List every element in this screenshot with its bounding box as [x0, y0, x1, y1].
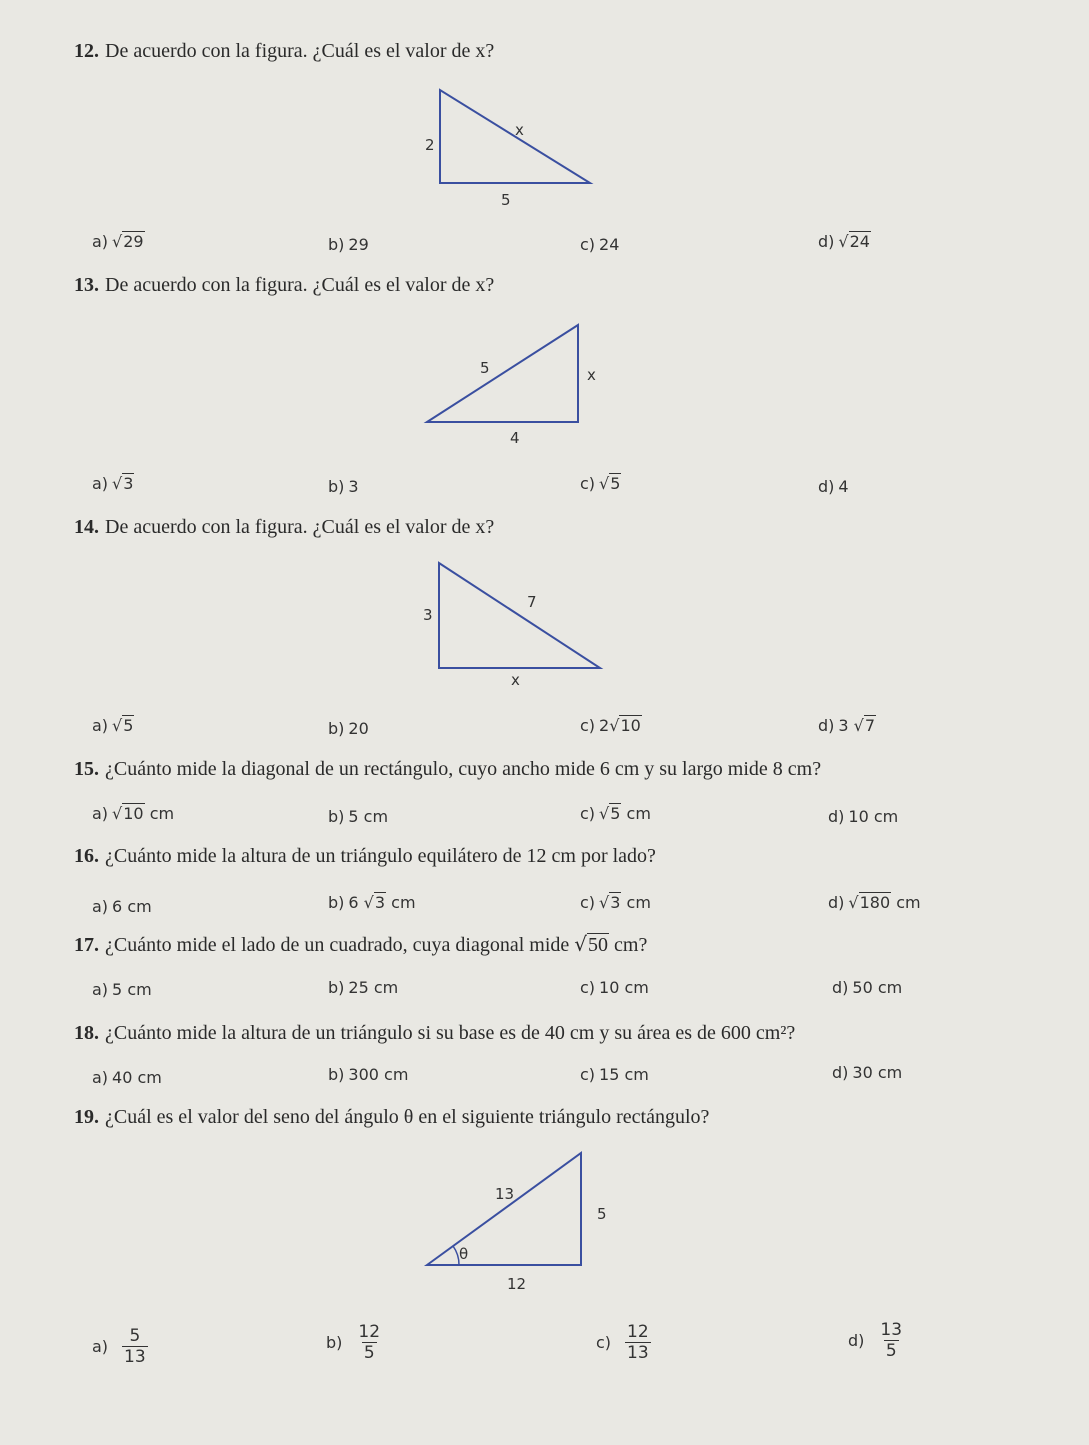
- side-label: 2: [425, 136, 435, 154]
- option-a[interactable]: a) 40 cm: [92, 1068, 162, 1087]
- hypotenuse-label: 5: [480, 359, 490, 377]
- question-text: De acuerdo con la figura. ¿Cuál es el valor de x?: [105, 40, 495, 62]
- question-19: 19. ¿Cuál es el valor del seno del ángulo θ en el siguiente triángulo rectángulo?: [74, 1106, 710, 1128]
- triangle-figure-12: [415, 80, 615, 210]
- side-label: 5: [597, 1205, 607, 1223]
- option-c[interactable]: c) √5 cm: [580, 804, 651, 823]
- triangle-figure-13: [415, 310, 615, 450]
- triangle-figure-14: [415, 555, 615, 695]
- option-a[interactable]: a) √5: [92, 716, 134, 735]
- option-b[interactable]: b) 300 cm: [328, 1065, 409, 1084]
- question-14: 14. De acuerdo con la figura. ¿Cuál es el valor de x?: [74, 516, 495, 538]
- option-c[interactable]: c) 2√10: [580, 716, 641, 735]
- option-b[interactable]: b) 29: [328, 235, 369, 254]
- option-d[interactable]: d) 3 √7: [818, 716, 876, 735]
- option-c[interactable]: c) 15 cm: [580, 1065, 649, 1084]
- triangle-shape: [439, 563, 600, 668]
- base-label: 4: [510, 429, 520, 447]
- option-b[interactable]: b) 6 √3 cm: [328, 893, 416, 912]
- diagonal-radical: √50: [574, 932, 609, 956]
- triangle-shape: [427, 325, 578, 422]
- side-label: x: [587, 366, 596, 384]
- option-c[interactable]: c) √5: [580, 474, 621, 493]
- option-a[interactable]: a) √3: [92, 474, 134, 493]
- option-d[interactable]: d) 50 cm: [832, 978, 903, 997]
- triangle-shape: [427, 1153, 581, 1265]
- option-b[interactable]: b) 25 cm: [328, 978, 399, 997]
- option-a[interactable]: a) 6 cm: [92, 897, 152, 916]
- question-18: 18. ¿Cuánto mide la altura de un triángulo si su base es de 40 cm y su área es de 600 cm²?: [74, 1022, 796, 1044]
- base-label: x: [511, 671, 520, 689]
- option-d[interactable]: d) 10 cm: [828, 807, 899, 826]
- hypotenuse-label: x: [515, 121, 524, 139]
- option-d[interactable]: d) 30 cm: [832, 1063, 903, 1082]
- angle-label: θ: [459, 1245, 469, 1263]
- question-16: 16. ¿Cuánto mide la altura de un triángulo equilátero de 12 cm por lado?: [74, 845, 656, 867]
- hypotenuse-label: 7: [527, 593, 537, 611]
- option-d[interactable]: d) $\frac{13}{5}$: [848, 1320, 903, 1361]
- option-a[interactable]: a) √29: [92, 232, 144, 251]
- question-15: 15. ¿Cuánto mide la diagonal de un rectángulo, cuyo ancho mide 6 cm y su largo mide 8 cm?: [74, 758, 822, 780]
- question-13: 13. De acuerdo con la figura. ¿Cuál es el valor de x?: [74, 274, 495, 296]
- option-b[interactable]: b) 20: [328, 719, 369, 738]
- option-b[interactable]: b) $\frac{12}{5}$: [326, 1322, 381, 1363]
- question-number: 12.: [74, 40, 99, 62]
- option-a[interactable]: a) $\frac{5}{13}$: [92, 1326, 146, 1367]
- side-label: 3: [423, 606, 433, 624]
- option-c[interactable]: c) 24: [580, 235, 620, 254]
- option-b[interactable]: b) 5 cm: [328, 807, 389, 826]
- triangle-figure-19: [415, 1145, 615, 1295]
- base-label: 5: [501, 191, 511, 209]
- option-d[interactable]: d) 4: [818, 477, 849, 496]
- question-12: [74, 40, 494, 63]
- question-17: 17. ¿Cuánto mide el lado de un cuadrado, cuya diagonal mide √50 cm?: [74, 932, 648, 956]
- option-d[interactable]: d) √180 cm: [828, 893, 921, 912]
- option-a[interactable]: a) 5 cm: [92, 980, 152, 999]
- option-b[interactable]: b) 3: [328, 477, 359, 496]
- hypotenuse-label: 13: [495, 1185, 515, 1203]
- option-d[interactable]: d) √24: [818, 232, 870, 251]
- base-label: 12: [507, 1275, 527, 1293]
- option-c[interactable]: c) $\frac{12}{13}$: [596, 1322, 649, 1363]
- option-a[interactable]: a) √10 cm: [92, 804, 175, 823]
- option-c[interactable]: c) √3 cm: [580, 893, 651, 912]
- option-c[interactable]: c) 10 cm: [580, 978, 649, 997]
